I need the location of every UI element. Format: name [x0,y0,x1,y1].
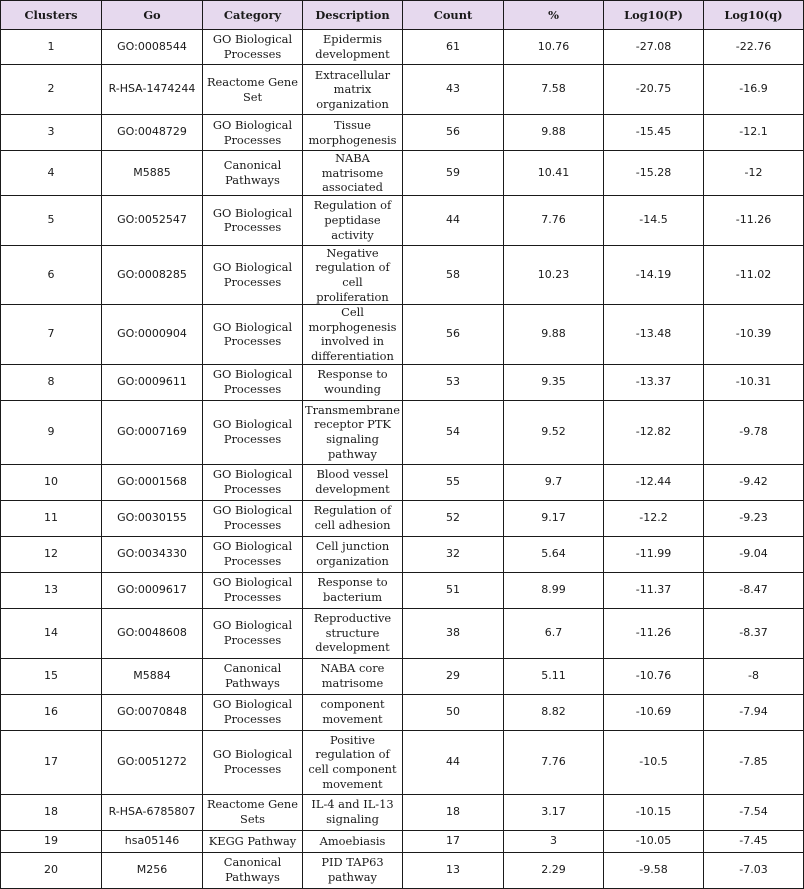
cluster-cell: 4 [1,151,102,196]
go-id-cell: GO:0007169 [102,400,203,464]
go-id-cell: GO:0051272 [102,730,203,794]
percent-cell: 3 [504,830,604,852]
cluster-cell: 19 [1,830,102,852]
description-cell: Cell junction organization [303,536,403,572]
description-cell: Amoebiasis [303,830,403,852]
log10-q-cell: -9.23 [704,500,804,536]
log10-q-cell: -11.26 [704,195,804,245]
table-row [1,364,804,400]
header-percent: % [504,1,604,30]
count-cell: 44 [403,195,504,245]
go-id-cell: GO:0009617 [102,572,203,608]
log10-q-cell: -10.39 [704,305,804,364]
percent-cell: 7.76 [504,730,604,794]
category-cell: GO Biological Processes [203,364,303,400]
count-cell: 51 [403,572,504,608]
log10-p-cell: -27.08 [604,30,704,65]
log10-q-cell: -12.1 [704,115,804,151]
count-cell: 59 [403,151,504,196]
table-row [1,658,804,694]
category-cell: GO Biological Processes [203,195,303,245]
header-log10-p: Log10(P) [604,1,704,30]
category-cell: GO Biological Processes [203,115,303,151]
category-cell: GO Biological Processes [203,464,303,500]
count-cell: 55 [403,464,504,500]
cluster-cell: 12 [1,536,102,572]
percent-cell: 2.29 [504,852,604,888]
log10-q-cell: -7.45 [704,830,804,852]
category-cell: GO Biological Processes [203,400,303,464]
count-cell: 54 [403,400,504,464]
go-id-cell: GO:0070848 [102,694,203,730]
log10-p-cell: -10.15 [604,794,704,830]
cluster-cell: 6 [1,245,102,304]
category-cell: GO Biological Processes [203,694,303,730]
description-cell: IL-4 and IL-13 signaling [303,794,403,830]
log10-p-cell: -11.37 [604,572,704,608]
log10-q-cell: -7.03 [704,852,804,888]
go-id-cell: GO:0048729 [102,115,203,151]
count-cell: 56 [403,305,504,364]
count-cell: 13 [403,852,504,888]
go-id-cell: M5885 [102,151,203,196]
category-cell: Reactome Gene Set [203,65,303,115]
percent-cell: 9.7 [504,464,604,500]
count-cell: 44 [403,730,504,794]
cluster-cell: 16 [1,694,102,730]
log10-q-cell: -8 [704,658,804,694]
cluster-cell: 5 [1,195,102,245]
category-cell: Canonical Pathways [203,852,303,888]
log10-p-cell: -10.05 [604,830,704,852]
count-cell: 56 [403,115,504,151]
table-row [1,730,804,794]
log10-q-cell: -12 [704,151,804,196]
table-row [1,464,804,500]
table-row [1,572,804,608]
description-cell: PID TAP63 pathway [303,852,403,888]
go-id-cell: GO:0008544 [102,30,203,65]
percent-cell: 9.88 [504,115,604,151]
count-cell: 58 [403,245,504,304]
description-cell: Regulation of cell adhesion [303,500,403,536]
percent-cell: 6.7 [504,608,604,658]
go-id-cell: GO:0034330 [102,536,203,572]
log10-q-cell: -9.42 [704,464,804,500]
cluster-cell: 20 [1,852,102,888]
table-row [1,151,804,196]
table-row [1,400,804,464]
table-row [1,30,804,65]
count-cell: 32 [403,536,504,572]
header-log10-q: Log10(q) [704,1,804,30]
description-cell: Tissue morphogenesis [303,115,403,151]
log10-p-cell: -14.5 [604,195,704,245]
count-cell: 52 [403,500,504,536]
log10-p-cell: -20.75 [604,65,704,115]
percent-cell: 8.82 [504,694,604,730]
log10-q-cell: -22.76 [704,30,804,65]
category-cell: GO Biological Processes [203,572,303,608]
count-cell: 29 [403,658,504,694]
category-cell: Reactome Gene Sets [203,794,303,830]
table-row [1,794,804,830]
description-cell: component movement [303,694,403,730]
header-count: Count [403,1,504,30]
table-row [1,694,804,730]
log10-p-cell: -15.45 [604,115,704,151]
count-cell: 61 [403,30,504,65]
percent-cell: 10.23 [504,245,604,304]
table-row [1,245,804,304]
header-row [1,1,804,30]
go-id-cell: GO:0008285 [102,245,203,304]
header-category: Category [203,1,303,30]
table-row [1,115,804,151]
log10-p-cell: -9.58 [604,852,704,888]
category-cell: Canonical Pathways [203,151,303,196]
log10-q-cell: -9.78 [704,400,804,464]
log10-q-cell: -7.94 [704,694,804,730]
log10-q-cell: -10.31 [704,364,804,400]
log10-q-cell: -7.54 [704,794,804,830]
cluster-cell: 1 [1,30,102,65]
count-cell: 43 [403,65,504,115]
log10-p-cell: -11.26 [604,608,704,658]
cluster-cell: 7 [1,305,102,364]
description-cell: Regulation of peptidase activity [303,195,403,245]
table-row [1,608,804,658]
percent-cell: 8.99 [504,572,604,608]
log10-p-cell: -15.28 [604,151,704,196]
go-id-cell: M256 [102,852,203,888]
cluster-cell: 10 [1,464,102,500]
log10-p-cell: -12.44 [604,464,704,500]
percent-cell: 9.52 [504,400,604,464]
log10-q-cell: -11.02 [704,245,804,304]
log10-p-cell: -10.5 [604,730,704,794]
go-id-cell: GO:0048608 [102,608,203,658]
count-cell: 38 [403,608,504,658]
table-row [1,305,804,364]
description-cell: Cell morphogenesis involved in differentiation [303,305,403,364]
cluster-cell: 15 [1,658,102,694]
percent-cell: 5.11 [504,658,604,694]
percent-cell: 10.76 [504,30,604,65]
description-cell: Blood vessel development [303,464,403,500]
go-id-cell: GO:0009611 [102,364,203,400]
count-cell: 50 [403,694,504,730]
category-cell: GO Biological Processes [203,500,303,536]
count-cell: 18 [403,794,504,830]
log10-p-cell: -13.48 [604,305,704,364]
table-row [1,195,804,245]
log10-p-cell: -12.82 [604,400,704,464]
log10-p-cell: -10.69 [604,694,704,730]
cluster-cell: 13 [1,572,102,608]
log10-p-cell: -11.99 [604,536,704,572]
cluster-cell: 9 [1,400,102,464]
count-cell: 53 [403,364,504,400]
cluster-cell: 17 [1,730,102,794]
percent-cell: 9.35 [504,364,604,400]
log10-p-cell: -10.76 [604,658,704,694]
go-id-cell: GO:0001568 [102,464,203,500]
description-cell: Response to bacterium [303,572,403,608]
description-cell: Transmembrane receptor PTK signaling pathway [303,400,403,464]
percent-cell: 7.58 [504,65,604,115]
category-cell: KEGG Pathway [203,830,303,852]
cluster-cell: 2 [1,65,102,115]
percent-cell: 5.64 [504,536,604,572]
cluster-cell: 14 [1,608,102,658]
percent-cell: 9.88 [504,305,604,364]
table-row [1,536,804,572]
table-row [1,500,804,536]
go-id-cell: hsa05146 [102,830,203,852]
log10-q-cell: -16.9 [704,65,804,115]
log10-q-cell: -8.37 [704,608,804,658]
percent-cell: 10.41 [504,151,604,196]
category-cell: GO Biological Processes [203,536,303,572]
go-id-cell: M5884 [102,658,203,694]
percent-cell: 7.76 [504,195,604,245]
log10-p-cell: -13.37 [604,364,704,400]
log10-p-cell: -14.19 [604,245,704,304]
log10-p-cell: -12.2 [604,500,704,536]
description-cell: Extracellular matrix organization [303,65,403,115]
category-cell: GO Biological Processes [203,245,303,304]
header-description: Description [303,1,403,30]
cluster-cell: 3 [1,115,102,151]
description-cell: Reproductive structure development [303,608,403,658]
log10-q-cell: -7.85 [704,730,804,794]
description-cell: Negative regulation of cell proliferation [303,245,403,304]
log10-q-cell: -9.04 [704,536,804,572]
percent-cell: 9.17 [504,500,604,536]
header-clusters: Clusters [1,1,102,30]
table-row [1,852,804,888]
description-cell: NABA matrisome associated [303,151,403,196]
description-cell: NABA core matrisome [303,658,403,694]
description-cell: Epidermis development [303,30,403,65]
go-id-cell: R-HSA-1474244 [102,65,203,115]
go-id-cell: GO:0052547 [102,195,203,245]
category-cell: GO Biological Processes [203,730,303,794]
go-id-cell: GO:0000904 [102,305,203,364]
category-cell: GO Biological Processes [203,608,303,658]
cluster-cell: 18 [1,794,102,830]
count-cell: 17 [403,830,504,852]
description-cell: Response to wounding [303,364,403,400]
header-go: Go [102,1,203,30]
cluster-cell: 11 [1,500,102,536]
description-cell: Positive regulation of cell component movement [303,730,403,794]
percent-cell: 3.17 [504,794,604,830]
go-id-cell: R-HSA-6785807 [102,794,203,830]
category-cell: GO Biological Processes [203,305,303,364]
table-row [1,65,804,115]
go-id-cell: GO:0030155 [102,500,203,536]
cluster-cell: 8 [1,364,102,400]
log10-q-cell: -8.47 [704,572,804,608]
category-cell: GO Biological Processes [203,30,303,65]
table-row [1,830,804,852]
category-cell: Canonical Pathways [203,658,303,694]
